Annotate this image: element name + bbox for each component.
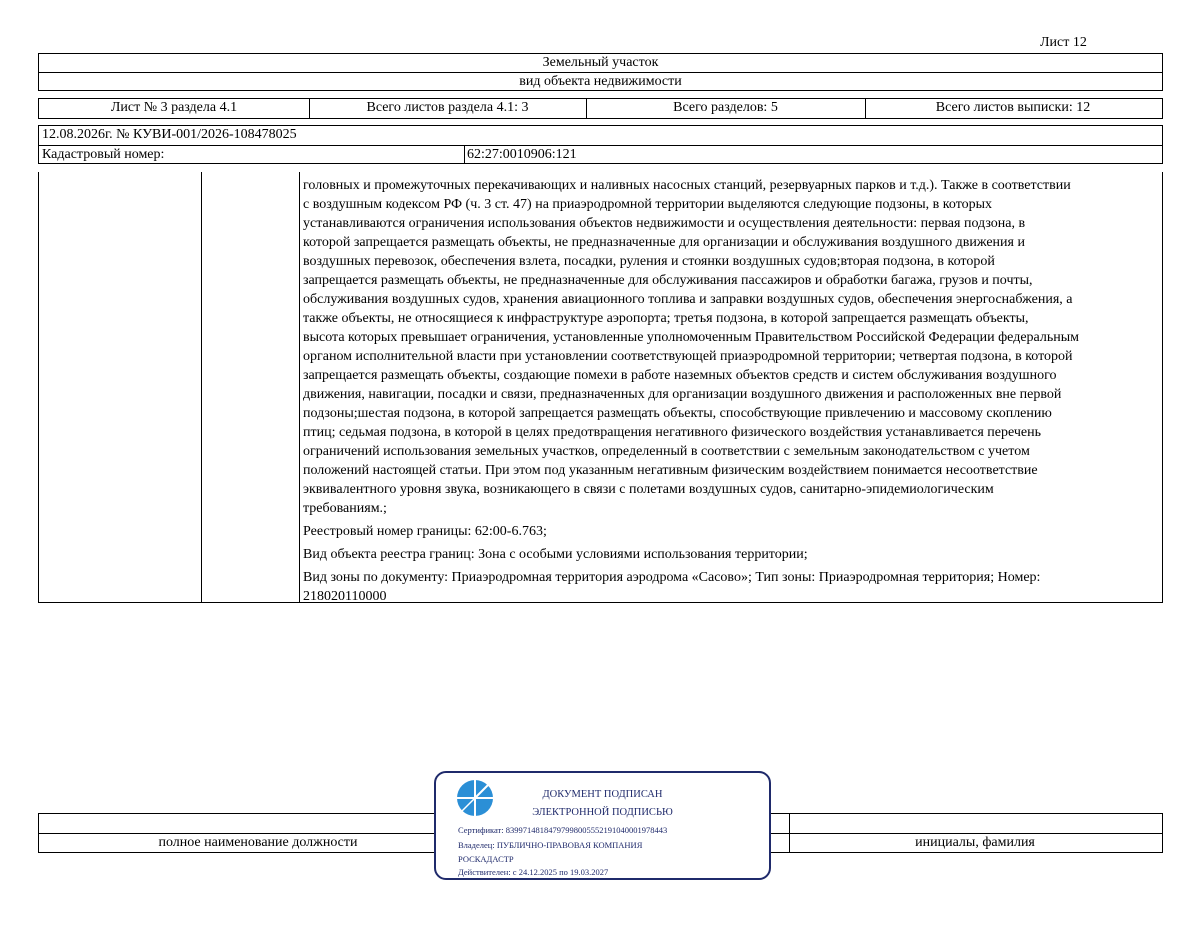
electronic-signature-stamp <box>434 771 771 880</box>
restriction-table <box>38 172 1163 603</box>
paragraph-line: воздушных перевозок, обеспечения взлета, посадки, руления и стоянки воздушных судов;вторая подзона, в которой <box>303 254 995 269</box>
cadastral-label: Кадастровый номер: <box>42 147 165 162</box>
stamp-certificate: Сертификат: 83997148184797998005552191040001978443 <box>458 825 668 835</box>
paragraph-line: органом исполнительной власти при установлении соответствующей приаэродромной территории; четвертая подзона, в которой <box>303 349 1073 364</box>
paragraph-line: высота которых превышает ограничения, установленные уполномоченным Правительством Российской Федерации федеральным <box>303 330 1080 345</box>
stamp-owner-org: РОСКАДАСТР <box>458 854 514 864</box>
zone-kind <box>303 568 1163 606</box>
stamp-signed-label: ДОКУМЕНТ ПОДПИСАН <box>542 789 663 800</box>
paragraph-line: устанавливаются ограничения использования объектов недвижимости и осуществления деятельности: первая подзона, в <box>303 216 1026 231</box>
paragraph-line: с воздушным кодексом РФ (ч. 3 ст. 47) на приаэродромной территории выделяются следующие подзоны, в которых <box>303 197 993 212</box>
sheet-number: Лист 12 <box>1040 35 1087 50</box>
paragraph-line: запрещается размещать объекты, создающие помехи в работе наземных объектов средств и систем обслуживания воздушного <box>303 368 1057 383</box>
paragraph-line: обслуживания воздушных судов, хранения авиационного топлива и заправки воздушных судов, обеспечения энергоснабжения, а <box>303 292 1073 307</box>
extract-info-table <box>38 125 1163 164</box>
paragraph-line: запрещается размещать объекты, не предназначенные для обслуживания пассажиров и обработки багажа, грузов и почты, <box>303 273 1033 288</box>
section-info-row <box>38 98 1163 119</box>
object-type: Земельный участок <box>542 55 659 70</box>
paragraph-line: ограничений использования земельных участков, определенный в соответствии с земельным законодательством с учетом <box>303 444 1030 459</box>
paragraph-line: движения, навигации, посадки и связи, предназначенных для организации воздушного движения и расположенных вне первой <box>303 387 1062 402</box>
paragraph-line: головных и промежуточных перекачивающих и наливных насосных станций, резервуарных парков и т.д.). Также в соответствии <box>303 178 1071 193</box>
extract-date-number: 12.08.2026г. № КУВИ-001/2026-108478025 <box>42 127 297 142</box>
name-label: инициалы, фамилия <box>915 834 1035 850</box>
sheet-of-section: Лист № 3 раздела 4.1 <box>110 100 238 115</box>
paragraph-line: птиц; седьмая подзона, в которой в целях предотвращения негативного физического воздействия устанавливается перечень <box>303 425 1041 440</box>
registry-number: Реестровый номер границы: 62:00-6.763; <box>303 524 547 539</box>
object-type-table <box>38 53 1163 91</box>
position-label: полное наименование должности <box>158 834 358 850</box>
total-sections: Всего разделов: 5 <box>673 100 778 115</box>
registry-object-kind: Вид объекта реестра границ: Зона с особыми условиями использования территории; <box>303 547 808 562</box>
paragraph-line: положений настоящей статьи. При этом под указанным негативным физическим воздействием понимается несоответствие <box>303 463 1038 478</box>
stamp-validity: Действителен: с 24.12.2025 по 19.03.2027 <box>458 867 609 877</box>
total-sheets-extract: Всего листов выписки: 12 <box>935 100 1091 115</box>
object-kind-label: вид объекта недвижимости <box>519 74 682 89</box>
restriction-paragraph <box>303 176 1163 518</box>
paragraph-line: подзоны;шестая подзона, в которой запрещается размещать объекты, способствующие привлечению и массовому скоплению <box>303 406 1052 421</box>
paragraph-line: которой запрещается размещать объекты, не предназначенные для организации и обслуживания воздушного движения и <box>303 235 1025 250</box>
restriction-description <box>303 176 1163 606</box>
stamp-owner: Владелец: ПУБЛИЧНО-ПРАВОВАЯ КОМПАНИЯ <box>458 840 643 850</box>
cadastral-number: 62:27:0010906:121 <box>467 147 577 162</box>
zone-kind-line: Вид зоны по документу: Приаэродромная территория аэродрома «Сасово»; Тип зоны: Приаэродромная территория; Номер: <box>303 570 1041 585</box>
paragraph-line: эквивалентного уровня звука, возникающего в связи с полетами воздушных судов, санитарно-эпидемиологическим <box>303 482 994 497</box>
stamp-signature-label: ЭЛЕКТРОННОЙ ПОДПИСЬЮ <box>532 807 673 818</box>
paragraph-line: требованиям.; <box>303 501 387 516</box>
paragraph-line: также объекты, не относящиеся к инфраструктуре аэропорта; третья подзона, в которой запрещается размещать объекты, <box>303 311 1029 326</box>
total-sheets-section: Всего листов раздела 4.1: 3 <box>366 100 529 115</box>
zone-number: 218020110000 <box>303 589 387 604</box>
